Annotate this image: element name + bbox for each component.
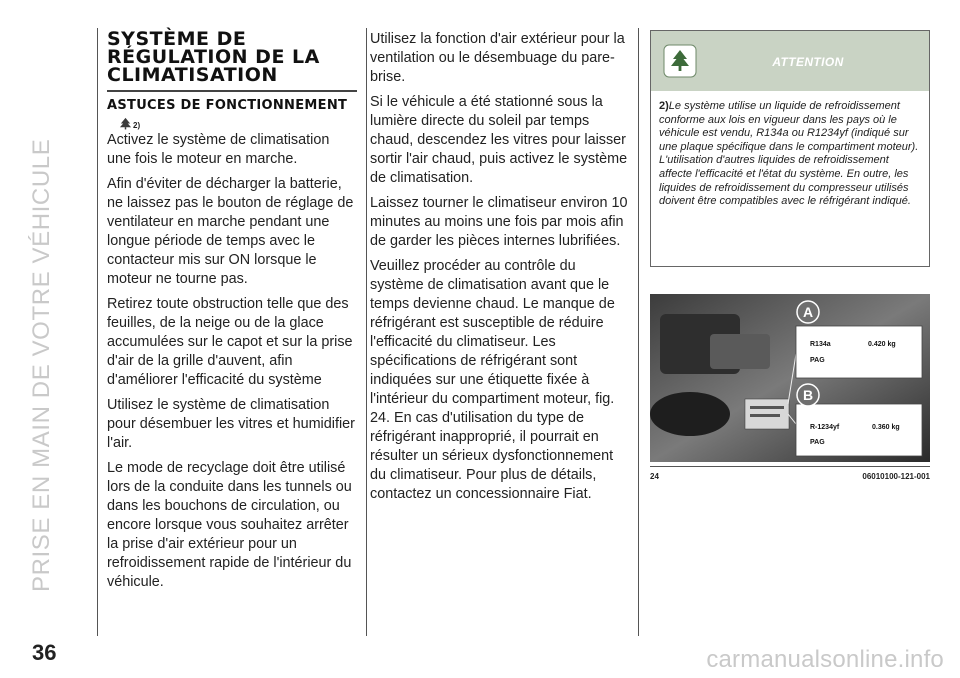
- page-number: 36: [32, 640, 57, 665]
- title-rule: [107, 90, 357, 92]
- column-1: [107, 30, 357, 598]
- note-text: Le système utilise un liquide de refroidissement conforme aux lois en vigueur dans les pays où le véhicule est vendu, R134a ou R1234yf (indiqué sur une plaque spécifique dans le compartiment moteur). L'utilisation d'autres liquides de refroidissement affecte l'efficacité et l'état du système. En outre, les liquides de refroidissement du compresseur utilisés doivent être compatibles avec le réfrigérant indiqué.: [659, 100, 919, 208]
- column-divider: [97, 28, 98, 636]
- engine-part: [650, 392, 730, 436]
- engine-compartment-figure: [650, 294, 930, 462]
- paragraph: Veuillez procéder au contrôle du système de climatisation avant que le temps devienne chaud. Le manque de réfrigérant est susceptible de réduire l'efficacité du climatiseur. Les spécifications de réfrigérant sont indiquées sur une étiquette fixée à l'intérieur du compartiment moteur, fig. 24. En cas d'utilisation du type de réfrigérant inapproprié, il pourrait en résulter un sérieux dysfonctionnement du climatiseur. Pour plus de détails, contactez un concessionnaire Fiat.: [370, 258, 615, 502]
- engine-part: [710, 334, 770, 369]
- attention-note: [651, 91, 929, 209]
- label-b-gas: R-1234yf: [810, 424, 840, 431]
- paragraph: Laissez tourner le climatiseur environ 10 minutes au moins une fois par mois afin de garder les pièces internes lubrifiées.: [370, 195, 628, 249]
- column-divider: [366, 28, 367, 636]
- watermark: carmanualsonline.info: [706, 646, 944, 673]
- label-b-weight: 0.360 kg: [872, 424, 900, 431]
- figure-code: 06010100-121-001: [862, 472, 930, 481]
- column-3: [650, 30, 930, 267]
- column-2: [370, 30, 628, 510]
- label-a-gas: R134a: [810, 341, 831, 348]
- attention-header: [651, 31, 929, 91]
- attention-title: ATTENTION: [772, 55, 844, 69]
- paragraph: Utilisez le système de climatisation pour désembuer les vitres et humidifier l'air.: [107, 397, 355, 451]
- label-b-letter: B: [802, 387, 814, 403]
- paragraph: Le mode de recyclage doit être utilisé lors de la conduite dans les tunnels ou dans les bouchons de circulation, ou encore lorsque vous souhaitez arrêter la prise d'air extérieur pour un refroidissement rapide de l'intérieur du véhicule.: [107, 460, 352, 590]
- paragraph: Retirez toute obstruction telle que des feuilles, de la neige ou de la glace accumulées sur le capot et sur la prise d'air de la grille d'auvent, afin d'améliorer l'efficacité du système: [107, 296, 353, 388]
- label-a-weight: 0.420 kg: [868, 341, 896, 348]
- note-number: 2): [659, 100, 669, 112]
- section-title: SYSTÈME DE RÉGULATION DE LA CLIMATISATION: [107, 28, 320, 86]
- chapter-side-title: PRISE EN MAIN DE VOTRE VÉHICULE: [28, 138, 55, 592]
- subsection-title: ASTUCES DE FONCTIONNEMENT: [107, 98, 348, 113]
- paragraph: Si le véhicule a été stationné sous la lumière directe du soleil par temps chaud, descendez les vitres pour laisser sortir l'air chaud, puis activez le système de climatisation.: [370, 94, 628, 186]
- reference-number: 2): [133, 121, 141, 130]
- paragraph: Afin d'éviter de décharger la batterie, ne laissez pas le bouton de réglage de ventilateur en marche pendant une longue période de temps avec le contacteur mis sur ON lorsque le moteur ne tourne pas.: [107, 176, 354, 287]
- label-b-oil: PAG: [810, 439, 825, 446]
- label-a-oil: PAG: [810, 357, 825, 364]
- tree-icon: [119, 117, 132, 130]
- label-a-letter: A: [802, 304, 814, 320]
- figure-caption: [650, 472, 930, 484]
- warning-reference: [119, 114, 357, 130]
- attention-box: [650, 30, 930, 267]
- paragraph: Utilisez la fonction d'air extérieur pour la ventilation ou le désembuage du pare-brise.: [370, 31, 625, 85]
- figure-caption-rule: [650, 466, 930, 467]
- figure-number: 24: [650, 472, 659, 481]
- column-divider: [638, 28, 639, 636]
- label-a-sticker: [796, 326, 922, 378]
- paragraph: Activez le système de climatisation une fois le moteur en marche.: [107, 132, 330, 167]
